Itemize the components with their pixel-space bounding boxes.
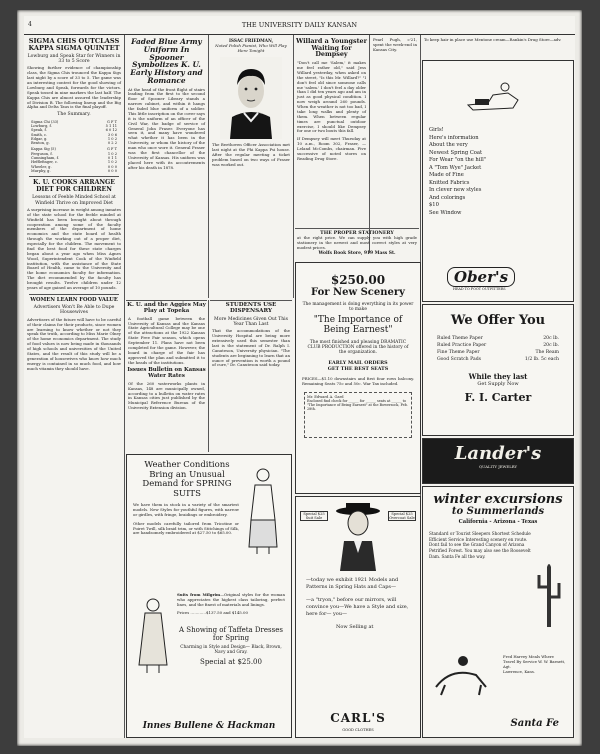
headline-food-value: WOMEN LEARN FOOD VALUE	[30, 296, 118, 303]
scenery-prices: PRICES—$1.10 downstairs and first four rows balcony. Remaining Seats 75c and 50c. War Tax included.	[302, 375, 414, 386]
subhead-food-value: Advertisers Won't Be Able to Dupe Housewives	[33, 305, 115, 316]
subhead-sigma-chis: Lowburg and Speak Star for Winners in 33 to 5 Score	[27, 53, 121, 65]
notice-pearl-text: Pearl Pugh, c'21, spent the week-end in Kansas City.	[373, 38, 417, 52]
box-score-cell: 6 0 12	[105, 128, 117, 133]
masthead	[24, 16, 575, 35]
carter-item	[437, 350, 559, 357]
milgrim-text	[177, 593, 285, 608]
form-name: Mr. Edward A. Gard	[307, 394, 344, 399]
headline-sigma-chis: SIGMA CHIS OUTCLASS KAPPA SIGMA QUINTET	[28, 38, 120, 52]
column-pianist	[210, 38, 292, 296]
article-divider	[29, 294, 119, 295]
obers-ad-line: $10	[429, 202, 439, 209]
page-number: 4	[28, 21, 32, 28]
winter-dest: California - Arizona - Texas	[458, 519, 538, 525]
taffeta-price: Special at $25.00	[200, 657, 262, 666]
innes-ad	[126, 454, 292, 738]
pianist-portrait	[220, 57, 282, 139]
article-sigma-chis: Showing further evidence of championship class, the Sigma Chis trounced the Kappa Sigs last night by a score of 33 to 5. The game was an interesting contest for the good showing of Lowburg and Speak, forwards for the victors. Speak tossed in nine markers the last half. The Kappa Chis are almost assured the leadership of Division B. The following lineup and the Big Alpha and Delta Taus is the final playoff.	[27, 65, 121, 110]
column-sports	[25, 38, 123, 736]
article-willard: "Don't call me 'Salem,' it makes me feel rather old," said Jess Willard yesterday, when asked on the street, "Is this Mr. Willard?" "I don't feel old since someone calls me 'salem.' I don't feel a day older than I did ten years ago and am in just as good physical condition. I now weigh around 260 pounds. When the weather is not too bad, I take long walks and plenty of them. When between regular times are punctual outdoor exercise, I should like Dempsey for one or two bouts this fall.	[297, 60, 366, 134]
photo-caption: Noted Polish Pianist, Who Will Play Here Tonight	[215, 43, 287, 53]
headline-uniform: Faded Blue Army Uniform In Spooner Symbolizes K. U. Early History and Romance	[130, 38, 203, 85]
obers-ad-line: In clever new styles	[429, 187, 482, 194]
innes-signature: Innes Bullene & Hackman	[142, 721, 276, 731]
column-rule	[293, 35, 294, 298]
box-score-cell: 0 0 0	[107, 164, 117, 169]
obers-ad	[422, 60, 574, 302]
scenery-ad	[295, 262, 421, 494]
carter-item-cell: 20c lb.	[543, 342, 559, 348]
scenery-line: The management is doing everything in its power to make	[302, 302, 414, 312]
column-aggies	[126, 300, 207, 451]
carter-item	[437, 336, 559, 343]
article-cooks: A surprising increase in weight among inmates of the state school for the feeble minded at Winfield has been brought about through cooperation among some of the faculty members of the department of home economics and the state board of health through the working out of a proper diet, especially for the children. The movement to find the best food for these state charges began about a year ago when Miss Agnes Wood, Superintendent Cook of the Winfield institution, with the assistance of the State Board of Health, came to the University and the home economics faculty for information. The diet recommended by the faculty has brought results. Twelve children under 12 years of age gained an average of 10 pounds.	[27, 206, 121, 290]
scenery-body: The most finished and pleasing DRAMATIC CLUB PRODUCTION offered in the history of the organization.	[307, 339, 409, 355]
box-score-cell: 5 1 11	[105, 123, 117, 128]
obers-tagline: HEAD TO FOOT OUTFITTERS	[453, 287, 506, 291]
santa-fe-ad	[422, 486, 574, 738]
portrait-photo	[220, 57, 282, 139]
carls-brand-sub: GOOD CLOTHES	[342, 728, 374, 732]
carter-head: We Offer You	[450, 313, 546, 328]
obers-ad-line: Girls!	[429, 127, 444, 133]
obers-logo	[447, 267, 515, 287]
mail-order-form[interactable]	[304, 392, 412, 438]
stationery-notice	[295, 228, 419, 259]
winter-to: to Summerlands	[451, 506, 545, 517]
milgrim-price: Prices …………$137.50 and $145.00	[177, 609, 248, 615]
rider-illustration	[431, 647, 501, 697]
headline-cooks: K. U. COOKS ARRANGE DIET FOR CHILDREN	[32, 179, 116, 193]
column-dispensary	[210, 300, 292, 451]
box-score-cell: Murphy, g.	[31, 169, 51, 173]
box-score-cell: Ferguson, f.	[31, 151, 53, 156]
headline-willard: Willard a Youngster Waiting for Dempsey	[296, 38, 367, 59]
obers-ad-text	[429, 127, 559, 217]
box-score-cell: Edgar, g.	[31, 136, 48, 141]
article-aggies: A football game between the University of Kansas and the Kansas State Agricultural College may be one of the attractions at the 1922 Kansas State Free Fair season, which opens September 11. Plans have not been completed for the game. However, the board in charge of the fair has approved the plan and submitted it to the heads of the institutions.	[128, 315, 205, 365]
taffeta-body: Charming in Style and Design— Black, Brown, Navy and Gray.	[180, 644, 282, 655]
scenery-early: EARLY MAIL ORDERS	[328, 359, 388, 366]
scenery-best: GET THE BEST SEATS	[327, 365, 389, 372]
obers-ad-line: Made of Fine	[429, 172, 464, 179]
notice-hair-text: To keep hair in place use Mentone cream—Rankin's Drug Store—adv.	[424, 38, 562, 42]
box-score-cell: 3 0 6	[107, 132, 117, 137]
carter-item	[437, 357, 559, 364]
box-score-cell: 1 0 2	[107, 160, 117, 165]
woman-in-dress-illustration	[133, 595, 173, 675]
article-uniform: At the head of the front flight of stairs leading from the first to the second floor of Spooner Library stands a narrow cabinet, and within it hangs the faded blue uniform of a soldier. This little inscription on the cover says it is the uniform of an officer of the Civil War, the badge of service of General John Fraser. Everyone has seen it, and many have wondered what whether it has been in the University, or whom the history of the man who once wore it. General Fraser was the first chancellor of the University of Kansas. His uniform was placed here with its accoutrements after his death in 1878.	[128, 86, 205, 170]
column-willard	[295, 38, 368, 228]
subhead-dispensary: More Medicines Given Out This Year Than Last	[214, 316, 288, 327]
notice-pearl	[371, 38, 419, 58]
milgrim-body: —Original styles for the woman who appreciates the highest class tailoring, perfect lines, and the finest of materials and linings.	[177, 592, 285, 607]
landers-ad	[422, 438, 574, 484]
box-score-cell: Kappa Sig (5)	[31, 147, 56, 152]
carter-item-cell: Ruled Practice Paper	[437, 342, 487, 348]
winter-body: Standard or Tourist Sleepers Shortest Schedule Efficient Service Interesting scenery en route. Dont fail to see the Grand Canyon of Arizona Petrified Forest. You may also see the Roosevelt Dam. Santa Fe all the way.	[429, 531, 531, 559]
carls-brand: CARL'S	[330, 711, 386, 725]
stationery-body: at the right price. We can supply you with high grade stationery in the newest and most correct styles at very modest prices.	[297, 235, 417, 250]
summary-label: The Summary.	[57, 112, 91, 118]
winter-agent-text: Fred Harvey Meals Where Travel By Service W. W. Barnett, Agt.	[503, 654, 566, 669]
milgrim-head: Suits from Milgrim	[177, 592, 221, 597]
newspaper-page	[24, 16, 575, 738]
box-score-cell: Hefflefinger, c.	[31, 160, 58, 165]
man-in-hat-illustration	[326, 501, 390, 571]
landers-brand: Lander's	[454, 443, 542, 464]
winter-head: winter excursions	[433, 492, 563, 507]
article-water: Of the 260 waterworks plants in Kansas, 148 are municipally owned, according to a bulletin on water rates in Kansas cities just published by the Municipal Reference Bureau of the University Extension division.	[128, 380, 205, 411]
pianist-caption-body: The Beethoven Officer Association met last night at the Phi Kappa Psi house. After the regular meeting a ticket problem based on two ways of Fraser was worked out.	[212, 142, 290, 167]
special-overcoat-sale: Special $25 Overcoat Sale	[389, 512, 415, 520]
scenery-price: $250.00	[330, 273, 386, 287]
scenery-head: For New Scenery	[311, 287, 405, 298]
article-divider	[29, 176, 119, 177]
carls-body	[306, 577, 410, 631]
carter-item-cell: Ruled Theme Paper	[437, 336, 483, 341]
scenery-play: "The Importance of Being Earnest"	[313, 315, 403, 335]
box-score-cell: Sigma Chi (33)	[31, 119, 59, 124]
box-score-cell: 0 0 0	[107, 169, 117, 173]
innes-head: Weather Conditions Bring an Unusual Demand for SPRING SUITS	[142, 460, 232, 499]
box-score-sigma-chi	[31, 120, 117, 146]
carter-ad	[422, 304, 574, 436]
landers-sub: QUALITY JEWELRY	[479, 464, 517, 469]
subhead-cooks: Lessons of Feeble Minded School at Winfield Thrive on Improved Diet	[32, 195, 116, 206]
column-rule	[369, 35, 370, 253]
scanned-page-frame	[17, 10, 582, 746]
carls-ad	[295, 496, 421, 738]
headline-water: Issues Bulletin on Kansas Water Rates	[127, 367, 206, 380]
carter-store: F. I. Carter	[464, 390, 532, 404]
carter-item-cell: 1/2 lb. 5c each	[524, 356, 559, 362]
winter-city: Lawrence, Kans.	[503, 668, 536, 674]
article-dispensary: That the accommodations of the University Hospital are being more extensively used this semester than last is the statement of Dr. Ralph I. Canuteson, University physician. "The students are beginning to learn that an ounce of prevention is worth a pound of cure," Dr. Canuteson said today.	[212, 328, 290, 368]
masthead-title: THE UNIVERSITY DAILY KANSAN	[241, 21, 358, 29]
box-score-cell: Benton, g.	[31, 141, 50, 146]
santa-fe-logo: Santa Fe	[510, 718, 559, 729]
box-score-row	[31, 141, 117, 145]
carls-now: Now Selling at	[336, 624, 374, 630]
box-score-row	[31, 169, 117, 173]
column-rule	[208, 35, 209, 298]
box-score-cell: Speak, f.	[31, 128, 47, 133]
carter-get: Get Supply Now	[477, 380, 519, 387]
sketch-illustration	[463, 75, 523, 115]
box-score-kappa-sig	[31, 147, 117, 173]
notice-hair	[422, 38, 574, 58]
carter-item-cell: Fine Theme Paper	[437, 349, 480, 355]
obers-ad-line: About the very	[429, 142, 468, 149]
obers-ad-line: See Window	[429, 209, 462, 216]
special-suit-sale: Special $25 Suit Sale	[300, 511, 328, 521]
headline-dispensary: STUDENTS USE DISPENSARY	[225, 302, 277, 314]
column-rule	[208, 300, 209, 452]
woman-in-suit-illustration	[241, 465, 285, 555]
obers-ad-line: And colorings	[429, 194, 466, 201]
obers-ad-line: For Wear "on the hill"	[429, 157, 487, 164]
stationery-store: Wolfs Book Store, 919 Mass St.	[318, 250, 396, 256]
milgrim-block	[177, 593, 285, 666]
box-score-cell: Wheeler, g.	[31, 164, 52, 169]
carter-item-cell: The Ream	[535, 349, 559, 355]
obers-ad-line: Here's information	[429, 134, 479, 141]
box-score-cell: Lowburg, f.	[31, 123, 52, 128]
obers-ad-line: A "Tom Wye" Jacket	[429, 164, 482, 171]
obers-ad-line: Newest Spring Coat	[429, 149, 483, 156]
carls-body-text2: —a "tryon," before our mirrors, will convince you—We have a Style and size, here for— you—	[306, 597, 409, 617]
carter-item	[437, 343, 559, 350]
carter-last: While they last	[468, 371, 528, 381]
box-score-cell: 0 2 2	[107, 141, 117, 146]
obers-ad-line: Knitted Fabrics	[429, 179, 470, 186]
carter-item-cell: 20c lb.	[543, 336, 559, 341]
box-score-cell: Cunningham, f.	[31, 156, 59, 161]
innes-body2: Other models carefully tailored from Tricotine or Poiret Twill, silk braid trim, or with Stitchings of Silk, are handsomely embroidered at $27.50 to $65.00.	[133, 520, 239, 536]
form-line: Enclosed find check for ______ for ______ seats at ______ to "The Importance of Being Earnest" at the Bowersock, Feb. 28th.	[307, 398, 408, 411]
box-score-cell: Smith, c.	[31, 132, 48, 137]
box-score-cell: 1 0 2	[107, 136, 117, 141]
box-score-cell: G F T	[106, 119, 117, 124]
box-score-cell: G F T	[106, 147, 117, 152]
box-score-cell: 1 0 2	[107, 151, 117, 156]
innes-body: We have them in stock in a variety of the smartest models. New Styles for youthful figures, with narrow or girdles, with fringe, braidings or embroidery.	[133, 502, 239, 517]
article-food-value: Advertisers of the future will have to be careful of their claims for their products, since women are learning to know whether or not they speak the truth, according to Miss Marie Olney of the home economics department. The study of food values is now being made in thousands of high schools and universities of the United States, and the result of this study will be a generation of housewives who know how much energy is contained in so much food, and how much vitamin they should have.	[27, 316, 121, 371]
carter-items	[437, 336, 559, 364]
photo-caption-name: ISSAC FRIEDMAN,	[228, 38, 274, 43]
column-rule	[124, 35, 125, 738]
cactus-illustration	[529, 557, 569, 627]
headline-aggies: K. U. and the Aggies May Play at Topeka	[127, 302, 206, 314]
taffeta-head: A Showing of Taffeta Dresses for Spring	[179, 625, 283, 642]
obers-brand: Ober's	[454, 268, 509, 286]
stationery-head: THE PROPER STATIONERY	[320, 230, 394, 236]
carter-item-cell: Good Scratch Pads	[437, 356, 482, 362]
winter-agent	[503, 655, 567, 675]
notice-meeting: If Dempsey will meet Thursday at 10 a.m., Room 302, Fraser, — Leland McCombs, chairman. Five successive of noted stores on Reading Drug Store.	[297, 136, 366, 161]
box-score-cell: 0 1 1	[107, 156, 117, 161]
carls-body-text: —today we exhibit 1921 Models and Patterns in Spring Hats and Caps—	[306, 577, 399, 590]
